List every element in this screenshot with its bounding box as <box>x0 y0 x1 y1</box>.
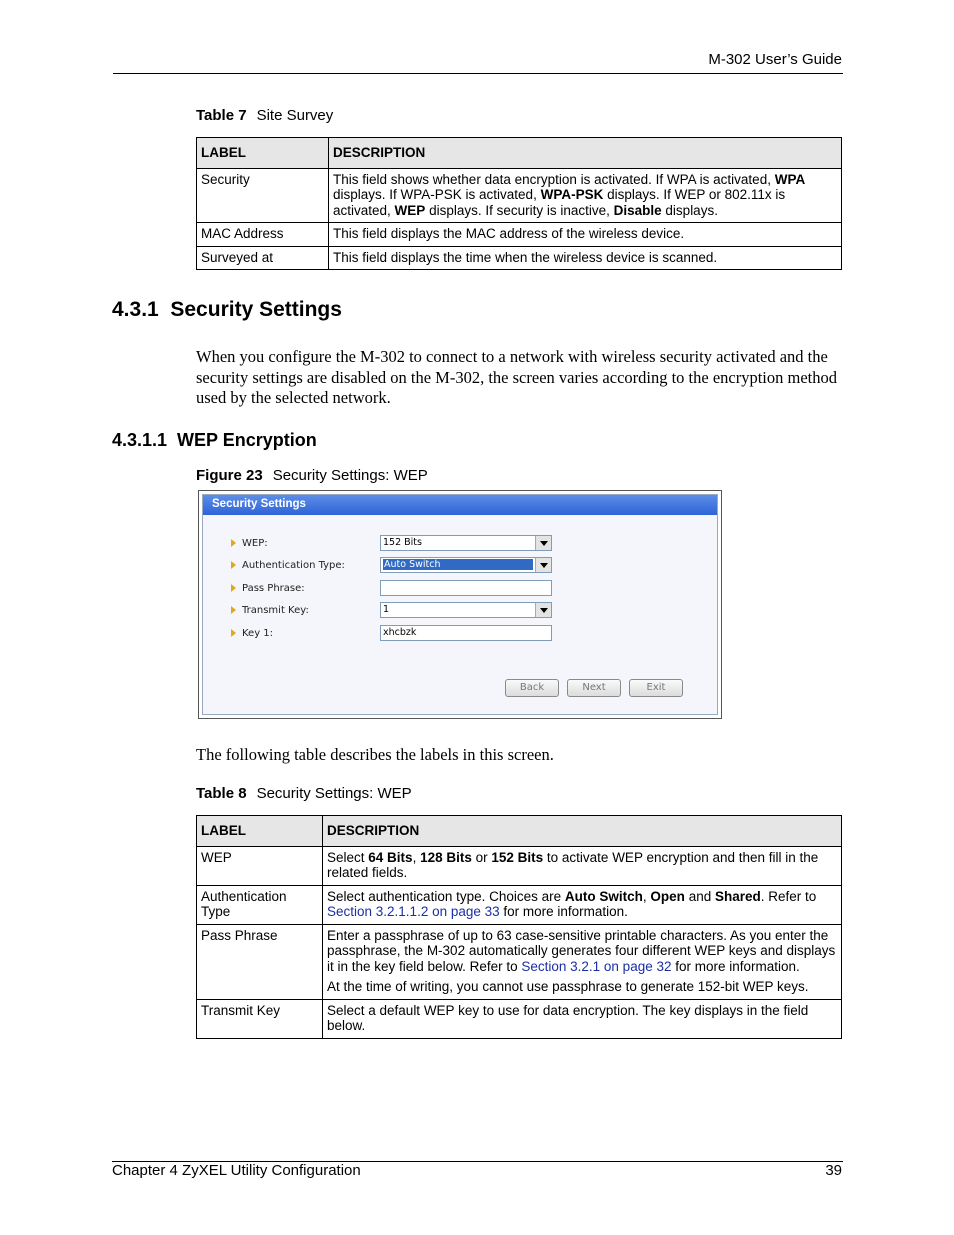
wep-settings-table <box>196 815 842 1039</box>
row-description: Select authentication type. Choices are Auto Switch, Open and Shared. Refer to Section 3.2.1.1.2 on page 33 for more information. <box>323 885 842 924</box>
pass-phrase-input[interactable] <box>380 580 552 596</box>
column-header-description: DESCRIPTION <box>323 816 842 847</box>
auth-type-label: Authentication Type: <box>242 560 345 571</box>
table8-caption <box>196 785 412 802</box>
key1-input[interactable]: xhcbzk <box>380 625 552 641</box>
figure-caption-number: Figure 23 <box>196 467 263 484</box>
row-label: MAC Address <box>197 223 329 247</box>
section-paragraph: When you configure the M-302 to connect to a network with wireless security activated and the security settings are disabled on the M-302, the screen varies according to the encryption method used by the selected network. <box>196 347 838 407</box>
row-description: This field shows whether data encryption is activated. If WPA is activated, WPA displays. If WPA-PSK is activated, WPA-PSK displays. If WEP or 802.11x is activated, WEP displays. If security is inactive, Disable displays. <box>329 168 842 223</box>
bullet-arrow-icon <box>231 606 236 614</box>
header-rule <box>113 73 843 74</box>
transmit-key-select[interactable]: 1 <box>380 602 552 618</box>
figure-caption <box>196 467 428 484</box>
table7-caption <box>196 107 333 124</box>
table-row <box>197 168 842 223</box>
table-header-row <box>197 138 842 169</box>
next-button[interactable]: Next <box>567 679 621 697</box>
chevron-down-icon[interactable] <box>535 603 551 617</box>
column-header-label: LABEL <box>197 816 323 847</box>
figure-caption-title: Security Settings: WEP <box>272 467 428 484</box>
wep-label: WEP: <box>242 538 268 549</box>
column-header-label: LABEL <box>197 138 329 169</box>
row-description: Select a default WEP key to use for data encryption. The key displays in the field below. <box>323 999 842 1038</box>
table-row <box>197 924 842 999</box>
table-row <box>197 846 842 885</box>
bullet-arrow-icon <box>231 539 236 547</box>
row-label: Surveyed at <box>197 246 329 270</box>
chevron-down-icon[interactable] <box>535 536 551 550</box>
table-row <box>197 999 842 1038</box>
back-button[interactable]: Back <box>505 679 559 697</box>
table8-caption-title: Security Settings: WEP <box>256 785 412 802</box>
table-row <box>197 223 842 247</box>
column-header-description: DESCRIPTION <box>329 138 842 169</box>
security-settings-screenshot <box>198 490 722 719</box>
row-label: Transmit Key <box>197 999 323 1038</box>
key1-label: Key 1: <box>242 628 274 639</box>
table8-caption-number: Table 8 <box>196 785 247 802</box>
running-header: M-302 User’s Guide <box>708 51 842 68</box>
wep-select[interactable]: 152 Bits <box>380 535 552 551</box>
dialog-titlebar: Security Settings <box>203 495 717 515</box>
row-note: At the time of writing, you cannot use passphrase to generate 152-bit WEP keys. <box>327 979 809 994</box>
subsection-heading: 4.3.1.1 WEP Encryption <box>112 430 317 450</box>
dialog-window <box>202 494 718 715</box>
bullet-arrow-icon <box>231 629 236 637</box>
row-label: Authentication Type <box>197 885 323 924</box>
pass-phrase-row <box>231 583 305 601</box>
page-number: 39 <box>825 1162 842 1179</box>
row-label: WEP <box>197 846 323 885</box>
row-description: This field displays the MAC address of the wireless device. <box>329 223 842 247</box>
row-description: Select 64 Bits, 128 Bits or 152 Bits to activate WEP encryption and then fill in the related fields. <box>323 846 842 885</box>
footer-chapter: Chapter 4 ZyXEL Utility Configuration <box>112 1162 361 1179</box>
transmit-key-label: Transmit Key: <box>242 605 309 616</box>
table-row <box>197 885 842 924</box>
exit-button[interactable]: Exit <box>629 679 683 697</box>
pass-phrase-label: Pass Phrase: <box>242 583 305 594</box>
wep-row <box>231 538 268 556</box>
chevron-down-icon[interactable] <box>535 558 551 572</box>
section-heading: 4.3.1 Security Settings <box>112 298 342 321</box>
bullet-arrow-icon <box>231 584 236 592</box>
auth-type-row <box>231 560 345 578</box>
auth-type-select[interactable]: Auto Switch <box>380 557 552 573</box>
section-link[interactable]: Section 3.2.1 on page 32 <box>521 958 672 974</box>
row-description: Enter a passphrase of up to 63 case-sensitive printable characters. As you enter the passphrase, the M-302 automatically generates four different WEP keys and displays it in the key field below. Refer to Section 3.2.1 on page 32 for more information. At the time of writing, you cannot use passphrase to generate 152-bit WEP keys. <box>323 924 842 999</box>
table-row <box>197 246 842 270</box>
section-link[interactable]: Section 3.2.1.1.2 on page 33 <box>327 904 500 919</box>
table7-caption-number: Table 7 <box>196 107 247 124</box>
transmit-key-row <box>231 605 309 623</box>
intro-text: The following table describes the labels in this screen. <box>196 745 554 764</box>
site-survey-table <box>196 137 842 270</box>
table7-caption-title: Site Survey <box>256 107 334 124</box>
row-label: Pass Phrase <box>197 924 323 999</box>
bullet-arrow-icon <box>231 561 236 569</box>
table-header-row <box>197 816 842 847</box>
key1-row <box>231 628 273 646</box>
row-label: Security <box>197 168 329 223</box>
row-description: This field displays the time when the wireless device is scanned. <box>329 246 842 270</box>
